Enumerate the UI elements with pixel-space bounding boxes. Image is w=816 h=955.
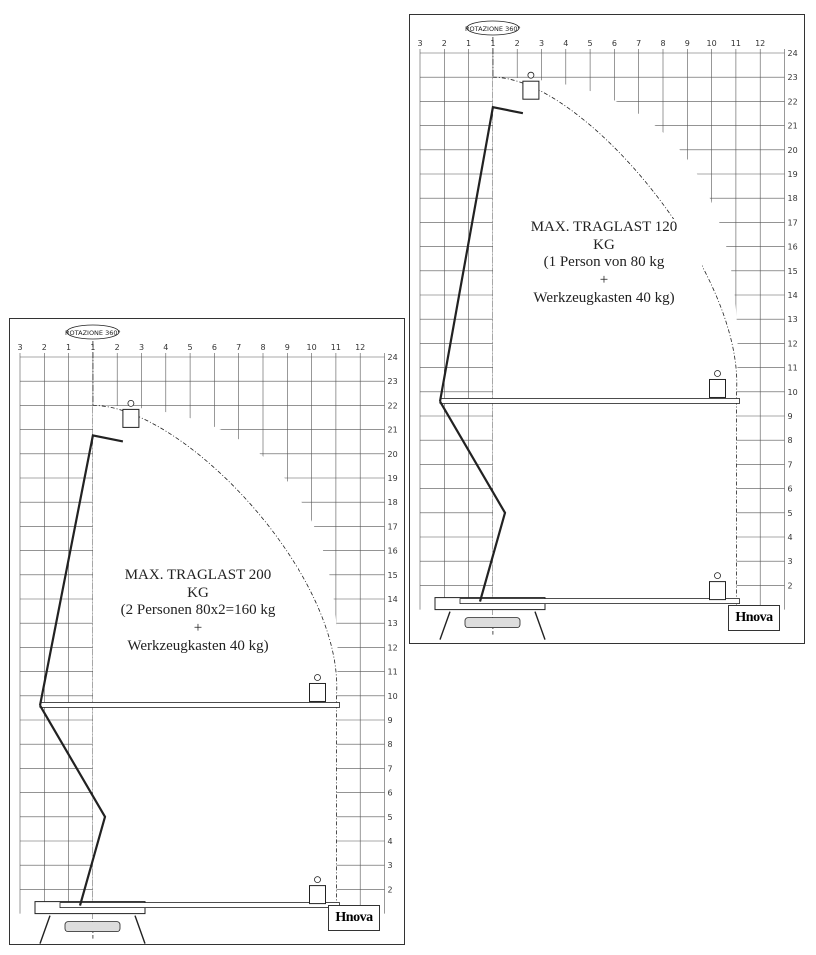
x-tick-label: 10: [706, 39, 717, 48]
y-tick-label: 15: [387, 570, 398, 580]
basket: [310, 683, 326, 701]
x-tick-label: 2: [441, 39, 447, 48]
x-tick-label: 4: [563, 39, 569, 48]
y-tick-label: 3: [387, 861, 393, 871]
working-area: [493, 77, 738, 619]
y-tick-label: 13: [387, 619, 398, 629]
y-tick-label: 19: [387, 474, 398, 483]
x-tick-label: 7: [236, 343, 242, 352]
y-tick-label: 16: [787, 242, 798, 252]
y-tick-label: 17: [387, 522, 398, 532]
crawler-track: [65, 922, 120, 932]
caption-right-line1: MAX. TRAGLAST 120: [530, 219, 678, 235]
basket: [310, 886, 326, 904]
x-tick-label: 12: [755, 39, 766, 48]
x-tick-label: 2: [114, 343, 120, 352]
x-tick-label: 3: [17, 343, 23, 352]
x-tick-label: 4: [163, 343, 169, 352]
y-tick-label: 6: [387, 788, 393, 798]
y-tick-label: 19: [787, 170, 798, 179]
working-area: [93, 405, 338, 923]
caption-left-line3: (2 Personen 80x2=160 kg: [120, 602, 276, 619]
y-tick-label: 12: [787, 339, 798, 349]
y-tick-label: 4: [787, 533, 793, 542]
crawler-track: [465, 618, 520, 628]
x-tick-label: 2: [514, 39, 520, 48]
x-tick-label: 1: [90, 343, 96, 352]
basket: [710, 379, 726, 397]
y-tick-label: 17: [787, 218, 798, 228]
y-tick-label: 5: [787, 508, 793, 518]
x-tick-label: 10: [306, 343, 317, 352]
basket-operator: [315, 674, 321, 680]
x-tick-label: 1: [466, 39, 472, 48]
y-tick-label: 13: [787, 315, 798, 325]
x-tick-label: 11: [330, 343, 341, 352]
boom-horizontal-low: [460, 599, 740, 604]
y-tick-label: 21: [787, 121, 798, 131]
y-tick-label: 20: [787, 145, 798, 155]
y-tick-label: 14: [387, 595, 398, 604]
caption-right-line4: +: [599, 272, 609, 289]
basket: [710, 582, 726, 600]
boom-horizontal-low: [60, 903, 340, 908]
rotation-label: ROTAZIONE 360°: [65, 329, 121, 337]
y-tick-label: 11: [787, 363, 798, 373]
y-tick-label: 10: [387, 691, 398, 701]
y-tick-label: 10: [787, 387, 798, 397]
capacity-caption-left: [98, 567, 298, 655]
x-tick-label: 9: [284, 343, 290, 352]
y-tick-label: 20: [387, 449, 398, 459]
x-tick-label: 1: [490, 39, 496, 48]
basket: [523, 81, 539, 99]
y-tick-label: 15: [787, 266, 798, 276]
y-tick-label: 2: [387, 885, 393, 895]
capacity-caption-right: [506, 219, 702, 307]
basket-operator: [715, 370, 721, 376]
x-tick-label: 11: [730, 39, 741, 48]
rotation-label: ROTAZIONE 360°: [465, 25, 521, 33]
x-tick-label: 3: [417, 39, 423, 48]
caption-left-line2: KG: [187, 584, 209, 601]
x-tick-label: 3: [538, 39, 545, 48]
y-tick-label: 9: [387, 716, 393, 725]
y-tick-label: 12: [387, 643, 398, 653]
y-tick-label: 11: [387, 667, 398, 677]
basket: [123, 409, 139, 427]
y-tick-label: 24: [787, 49, 798, 58]
x-tick-label: 6: [211, 343, 217, 352]
caption-right-line5: Werkzeugkasten 40 kg): [533, 289, 675, 306]
x-tick-label: 2: [41, 343, 47, 352]
y-tick-label: 23: [787, 73, 798, 83]
caption-left-line1: MAX. TRAGLAST 200: [124, 567, 272, 583]
y-tick-label: 3: [787, 557, 793, 567]
y-tick-label: 8: [387, 740, 393, 750]
basket-operator: [715, 573, 721, 579]
brand-logo-left: Hnova: [328, 905, 380, 931]
working-diagram-left: [9, 318, 405, 945]
x-tick-label: 12: [355, 343, 366, 352]
caption-right-line3: (1 Person von 80 kg: [543, 254, 665, 271]
brand-logo-right: Hnova: [728, 605, 780, 631]
basket-operator: [315, 877, 321, 883]
y-tick-label: 23: [387, 377, 398, 387]
basket-operator: [128, 400, 134, 406]
boom-horizontal-mid: [40, 702, 340, 707]
caption-left-line4: +: [193, 620, 203, 637]
y-tick-label: 8: [787, 436, 793, 446]
x-tick-label: 1: [66, 343, 72, 352]
y-tick-label: 22: [787, 97, 798, 107]
caption-right-line2: KG: [593, 236, 615, 253]
x-tick-label: 7: [636, 39, 642, 48]
y-tick-label: 7: [787, 460, 793, 470]
diagram-right-drawing: [410, 15, 806, 645]
x-tick-label: 5: [587, 39, 593, 48]
y-tick-label: 21: [387, 425, 398, 435]
x-tick-label: 8: [660, 39, 666, 48]
y-tick-label: 2: [787, 581, 793, 591]
working-diagram-right: [409, 14, 805, 644]
y-tick-label: 18: [387, 498, 398, 508]
y-tick-label: 7: [387, 764, 393, 774]
y-tick-label: 16: [387, 546, 398, 556]
y-tick-label: 4: [387, 837, 393, 846]
y-tick-label: 6: [787, 484, 793, 494]
y-tick-label: 18: [787, 194, 798, 204]
y-tick-label: 9: [787, 412, 793, 421]
x-tick-label: 9: [684, 39, 690, 48]
x-tick-label: 3: [138, 343, 145, 352]
caption-left-line5: Werkzeugkasten 40 kg): [127, 637, 269, 654]
y-tick-label: 5: [387, 812, 393, 822]
boom-horizontal-mid: [440, 398, 740, 403]
y-tick-label: 24: [387, 353, 398, 362]
y-tick-label: 22: [387, 401, 398, 411]
basket-operator: [528, 72, 534, 78]
x-tick-label: 6: [611, 39, 617, 48]
x-tick-label: 8: [260, 343, 266, 352]
x-tick-label: 5: [187, 343, 193, 352]
y-tick-label: 14: [787, 291, 798, 300]
